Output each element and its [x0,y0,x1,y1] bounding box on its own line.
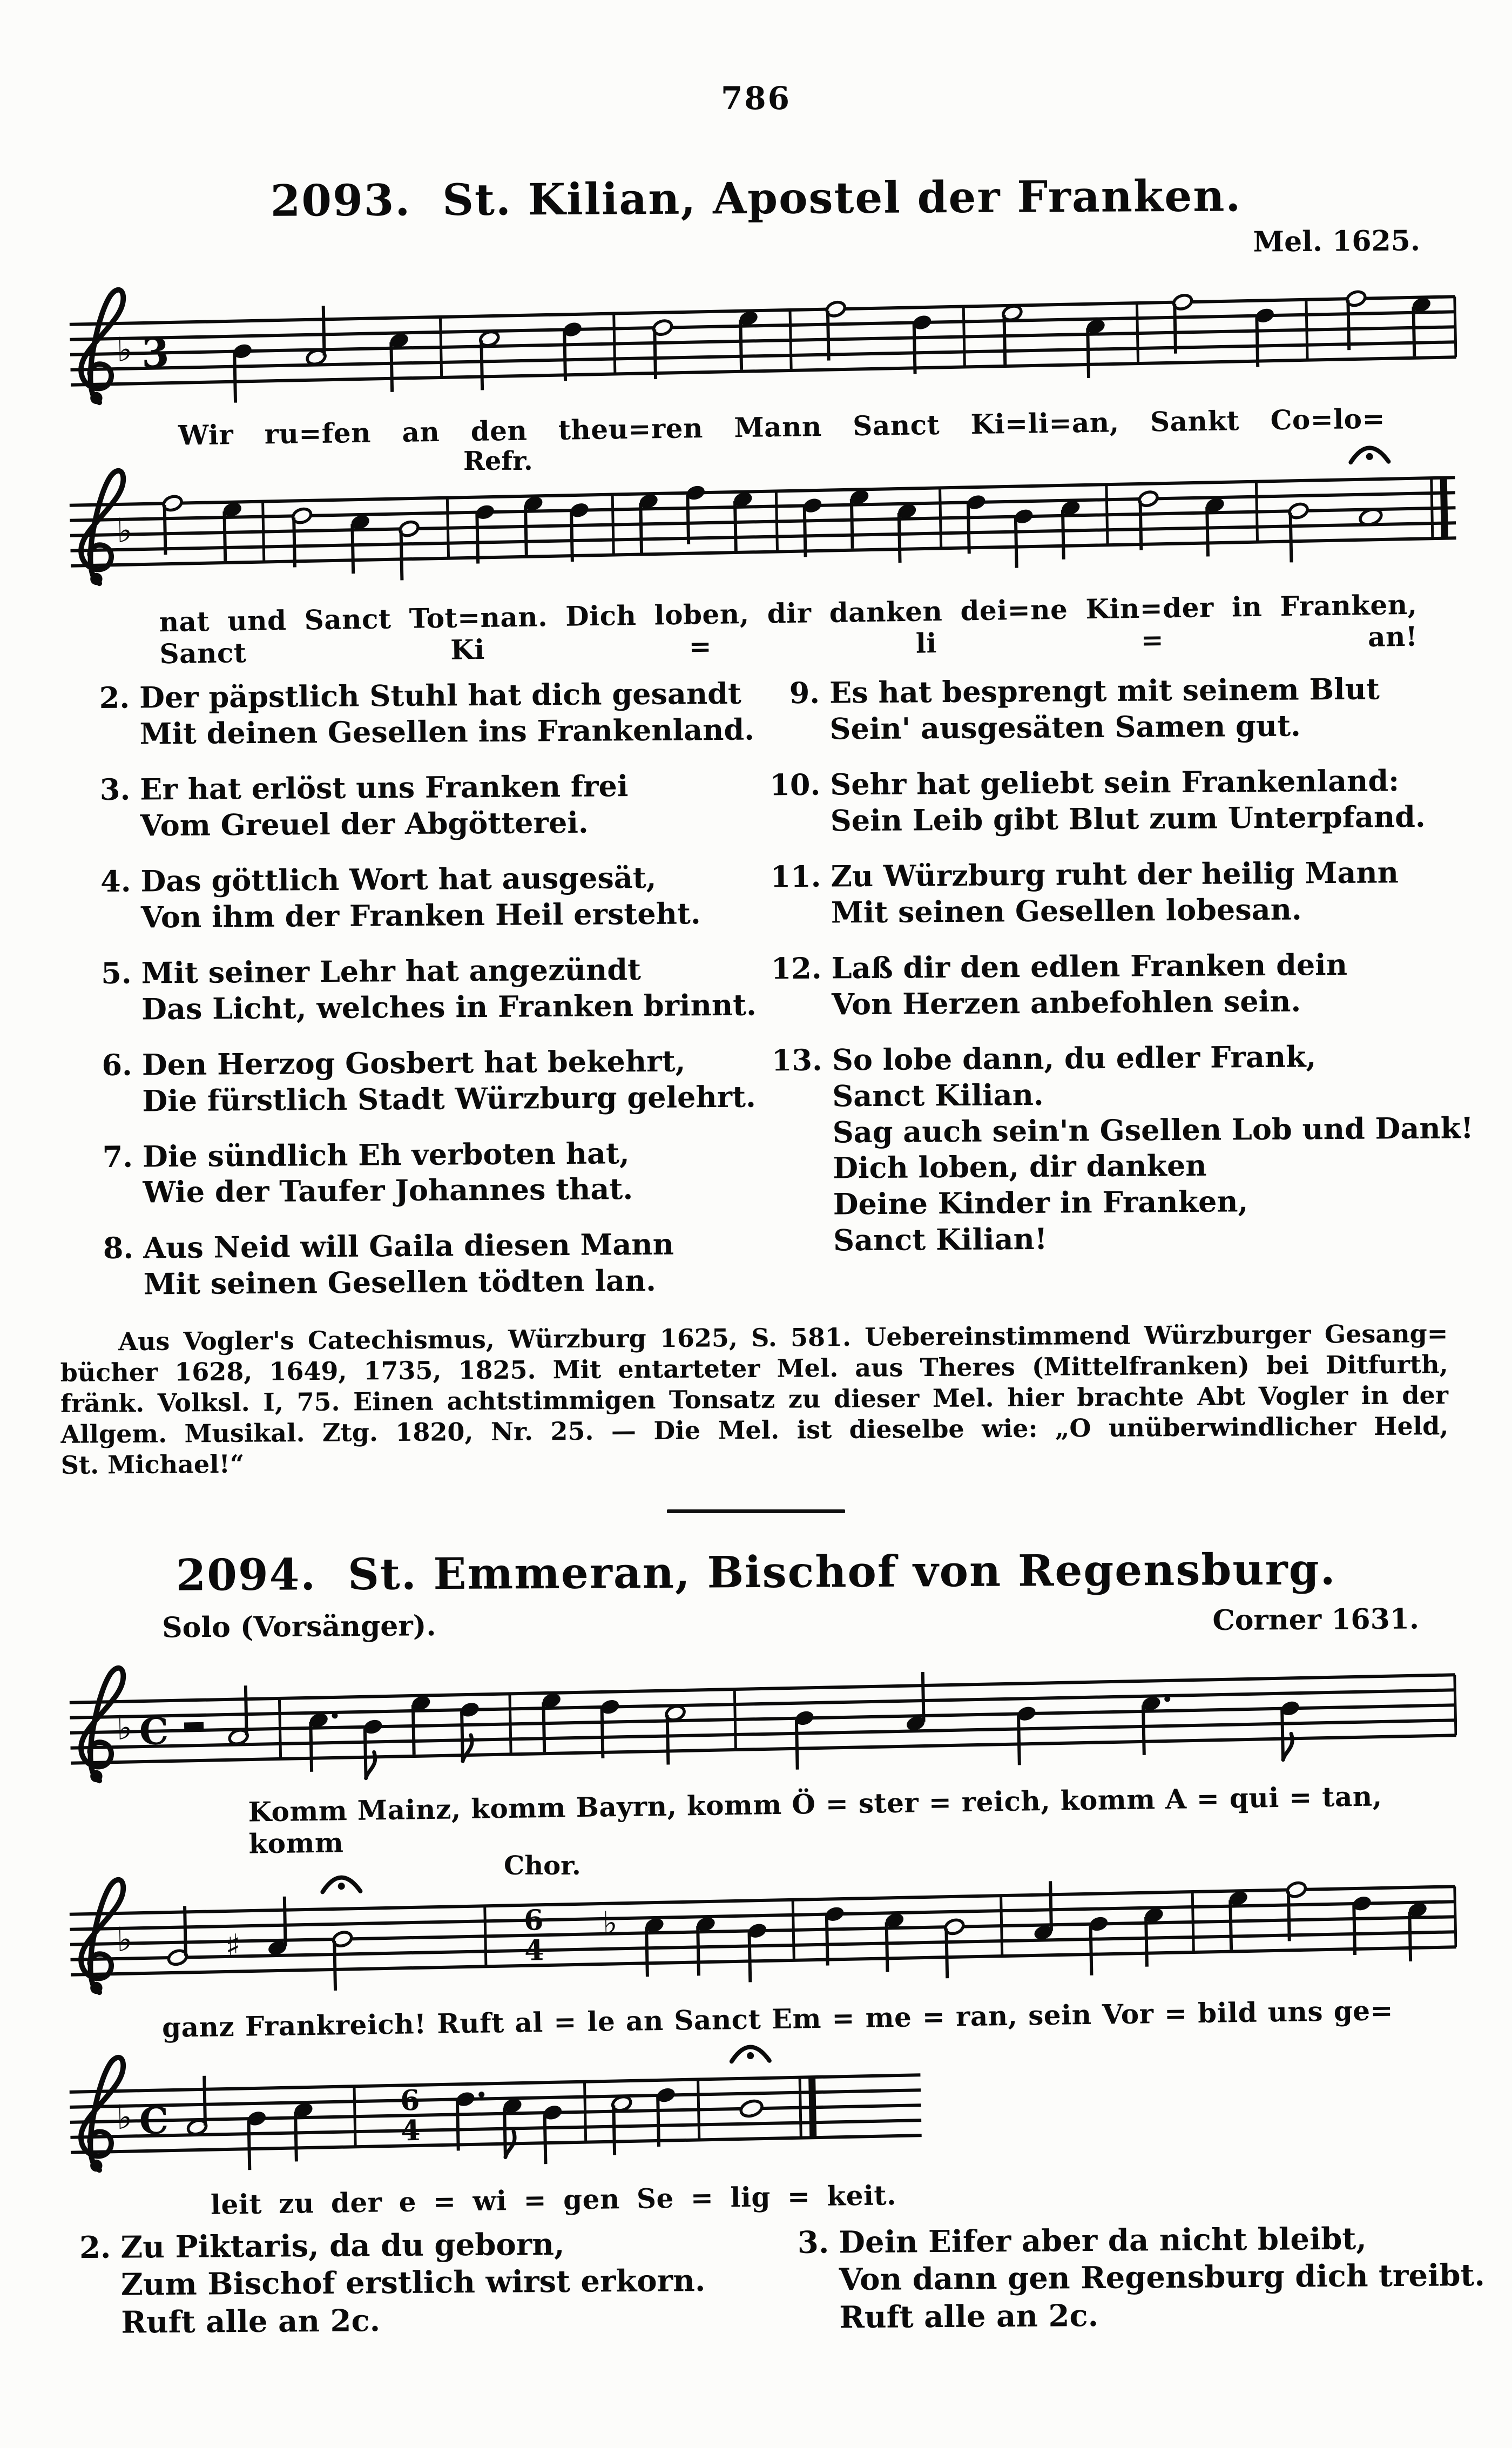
verse-lines [142,1042,772,1119]
page-number: 786 [720,80,792,117]
music-staff-svg [69,443,1457,616]
note-icon [474,503,497,563]
barline [279,1698,280,1758]
lyric-line-4: ganz Frankreich! Ruft al = le an Sanct Em = me = ran, sein Vor = bild uns ge= [161,1994,1394,2044]
time-signature: C [139,2099,169,2143]
verse-line: Dich loben, dir danken [833,1148,1207,1186]
verse-line: Ruft alle an 2c. [121,2302,381,2340]
verse-number: 6. [102,1047,133,1082]
verse-item [770,854,1489,931]
melody-ref: Mel. 1625. [1253,224,1421,259]
note-icon [332,1930,354,1990]
note-icon [746,1921,769,1982]
verse-lines [830,762,1488,839]
verse-line: Er hat erlöst uns Franken frei [140,768,629,807]
verse-item [80,950,771,1028]
verse-lines [143,1226,773,1303]
verse-line: Aus Neid will Gaila diesen Mann [143,1227,674,1265]
note-icon [911,313,934,374]
verse-number: 12. [771,950,822,986]
verse-item [83,1226,773,1303]
note-icon [362,1717,384,1778]
svg-text:6: 6 [400,2083,420,2117]
verse-number: 10. [770,767,821,802]
barline [263,502,264,562]
verse-column-right [769,670,1491,1318]
verse-lines [831,854,1489,930]
song-heading [0,1542,1512,1601]
verse-line: Sanct Kilian! [833,1222,1048,1258]
time-signature: 3 [141,330,170,377]
verse-line: Mit seinen Gesellen lobesan. [831,892,1302,930]
note-icon [739,2098,764,2119]
verse-item [79,675,770,752]
source-ref: Corner 1631. [1212,1602,1420,1637]
note-icon [794,1709,816,1769]
verse-line: Die sündlich Eh verboten hat, [142,1135,630,1174]
footnote-line: bücher 1628, 1649, 1735, 1825. Mit entarteter Mel. aus Theres (Mittelfranken) bei Ditfurth, [60,1350,1448,1388]
time-signature [524,1904,545,1967]
verse-line: Der päpstlich Stuhl hat dich gesandt [139,676,742,715]
verse-item [769,670,1488,747]
verse-lines [140,767,770,844]
flat-sign-icon: ♭ [116,1707,133,1748]
note-icon [166,1906,188,1966]
verse-line: Von ihm der Franken Heil ersteht. [140,896,701,935]
verse-line: Sein Leib gibt Blut zum Unterpfand. [830,799,1426,838]
verse-line: Das göttlich Wort hat ausgesät, [140,860,657,899]
flat-sign-icon: ♭ [116,2097,133,2137]
section-divider [667,1509,845,1513]
verse-line: Das Licht, welches in Franken brinnt. [141,987,757,1027]
svg-text:4: 4 [400,2114,421,2148]
barline [510,1694,511,1754]
barline [963,307,964,367]
verse-number: 4. [100,864,131,899]
footnote-line: Aus Vogler's Catechismus, Würzburg 1625, S. 581. Uebereinstimmend Würzburger Gesang= [118,1319,1448,1357]
song-section-2094 [0,1543,1512,2356]
verse-line: Den Herzog Gosbert hat bekehrt, [141,1043,686,1082]
song-title: St. Emmeran, Bischof von Regensburg. [347,1543,1336,1600]
barline [612,495,613,555]
verse-line: Die fürstlich Stadt Würzburg gelehrt. [142,1079,757,1118]
barline [790,310,791,370]
refrain-label: Refr. [463,446,533,476]
note-icon [1286,1880,1308,1941]
note-icon [652,319,674,379]
verse-number: 11. [770,859,821,894]
verses-columns [79,670,1512,1323]
verses-columns-2 [60,2219,1512,2361]
verse-line: Deine Kinder in Franken, [833,1184,1248,1222]
verse-item [778,2219,1502,2337]
verse-item [60,2224,779,2342]
verse-lines [829,670,1488,747]
verse-item [82,1042,772,1120]
barline [1455,296,1456,357]
verse-line: Von Herzen anbefohlen sein. [831,983,1301,1022]
verse-number: 3. [797,2224,829,2261]
barline [1106,484,1108,545]
barline [1001,1896,1002,1956]
verse-lines [140,859,771,935]
note-icon [943,1917,966,1978]
lyric-line-1: Wir ru=fen an den theu=ren Mann Sanct Ki=li=an, Sankt Co=lo= [178,402,1386,451]
note-icon [1254,306,1277,367]
verse-line: Ruft alle an 2c. [839,2297,1099,2335]
solo-label: Solo (Vorsänger). [161,1609,436,1644]
verse-line: Mit seiner Lehr hat angezündt [141,952,642,990]
verse-line: Dein Eifer aber da nicht bleibt, [839,2220,1367,2260]
verse-lines [832,1037,1491,1259]
barline [584,2081,585,2142]
song-number: 2094. [176,1548,317,1601]
verse-line: Mit seinen Gesellen tödten lan. [143,1263,657,1301]
barline [447,498,448,558]
fermata-icon [322,1877,361,1891]
barline [354,2086,355,2147]
note-icon [655,2086,678,2146]
note-icon [1279,1699,1302,1759]
note-icon [291,507,314,567]
verse-column-left [60,2224,779,2362]
verse-column-right [778,2219,1503,2356]
verse-item [82,1134,773,1211]
note-icon [1088,1914,1110,1975]
verse-number: 8. [103,1231,134,1266]
verse-line: Wie der Taufer Johannes that. [143,1171,633,1210]
chorus-label: Chor. [504,1850,581,1881]
song-number: 2093. [270,174,411,226]
song-section-2093 [0,170,1512,1480]
footnote-line: Allgem. Musikal. Ztg. 1820, Nr. 25. — Die Mel. ist dieselbe wie: „O unüberwindlicher Held, [60,1411,1449,1449]
verse-line: Sehr hat geliebt sein Frankenland: [830,763,1400,802]
verse-number: 2. [79,2229,111,2265]
verse-lines [839,2219,1502,2336]
barline [1455,1675,1456,1735]
accidental-icon: ♯ [225,1926,241,1964]
verse-lines [143,1134,773,1211]
verse-number: 3. [99,772,131,807]
note-icon [1016,1704,1038,1765]
footnote [60,1318,1449,1481]
verse-lines [139,675,770,752]
barline [614,314,615,374]
note-icon [161,494,184,555]
song-heading [0,169,1512,228]
lyric-line-3: Komm Mainz, komm Bayrn, komm Ö = ster = reich, komm A = qui = tan, komm [248,1779,1382,1860]
footnote-line: fränk. Volksl. I, 75. Einen achtstimmigen Tonsatz zu dieser Mel. hier brachte Abt Vogler in der [60,1380,1449,1419]
note-icon [569,501,591,562]
verse-number: 7. [102,1139,133,1174]
barline [485,1906,486,1966]
fermata-icon [731,2046,770,2061]
verse-line: So lobe dann, du edler Frank, [832,1038,1317,1077]
verse-number: 2. [99,680,130,716]
barline [1256,482,1257,542]
verse-line: Vom Greuel der Abgötterei. [140,805,589,843]
verse-item [770,762,1488,839]
song-title: St. Kilian, Apostel der Franken. [442,170,1242,226]
verse-lines [831,946,1489,1022]
note-icon [1172,293,1194,353]
note-icon [1287,502,1310,562]
verse-item [772,1037,1491,1259]
verse-line: Zu Piktaris, da du geborn, [120,2226,565,2265]
barline [1192,1892,1193,1952]
barline [776,491,777,551]
note-icon [1013,507,1036,568]
footnote-line: St. Michael!“ [60,1449,245,1480]
note-icon [398,520,421,580]
verse-line: Zu Würzburg ruht der heilig Mann [831,855,1399,894]
verse-item [80,859,771,936]
time-signature: C [139,1709,169,1754]
note-icon [685,483,707,544]
barline [698,2079,699,2140]
verse-line: Sag auch sein'n Gsellen Lob und Dank! [832,1110,1474,1150]
lyric-line-2: nat und Sanct Tot=nan. Dich loben, dir danken dei=ne Kin=der in Franken, Sanct Ki = li = an! [159,588,1418,670]
half-rest-icon [184,1722,204,1730]
note-icon [562,320,584,381]
barline [940,488,941,548]
barline [793,1899,794,1960]
barline [1455,1886,1456,1947]
note-icon [824,1905,847,1965]
barline [1306,300,1307,360]
flat-sign-icon: ♭ [116,510,133,551]
verse-item [771,946,1489,1023]
note-icon [459,1700,482,1761]
verse-lines [120,2224,779,2342]
verse-line: Sein' ausgesäten Samen gut. [829,708,1301,746]
barline [440,317,441,377]
verse-number: 13. [771,1042,823,1077]
note-icon [1137,490,1160,550]
note-icon [232,342,254,402]
note-icon [599,1697,622,1758]
note-icon [801,496,824,557]
svg-text:6: 6 [523,1903,544,1937]
note-icon [246,2109,268,2169]
verse-lines [141,950,771,1027]
lyric-line-5: leit zu der e = wi = gen Se = lig = keit. [210,2179,897,2221]
note-icon [542,2103,564,2163]
barline [734,1689,735,1750]
verse-line: Mit deinen Gesellen ins Frankenland. [139,712,755,751]
barline [1137,303,1138,363]
time-signature [400,2083,421,2147]
verse-column-left [79,675,773,1322]
verse-line: Von dann gen Regensburg dich treibt. [839,2257,1486,2298]
note-icon [966,493,988,554]
flat-sign-icon: ♭ [116,1919,133,1959]
verse-line: Es hat besprengt mit seinem Blut [829,671,1380,710]
accidental-icon: ♭ [602,1904,618,1941]
flat-sign-icon: ♭ [116,329,133,370]
verse-number: 5. [101,955,132,990]
verse-number: 9. [789,675,820,711]
verse-line: Laß dir den edlen Franken dein [831,947,1348,986]
verse-item [79,767,770,844]
note-icon [825,300,848,360]
verse-line: Zum Bischof erstlich wirst erkorn. [120,2262,706,2303]
svg-text:4: 4 [524,1933,545,1967]
verse-line: Sanct Kilian. [832,1077,1044,1114]
fermata-icon [1351,448,1389,462]
note-icon [1345,289,1368,350]
note-icon [1351,1894,1374,1954]
